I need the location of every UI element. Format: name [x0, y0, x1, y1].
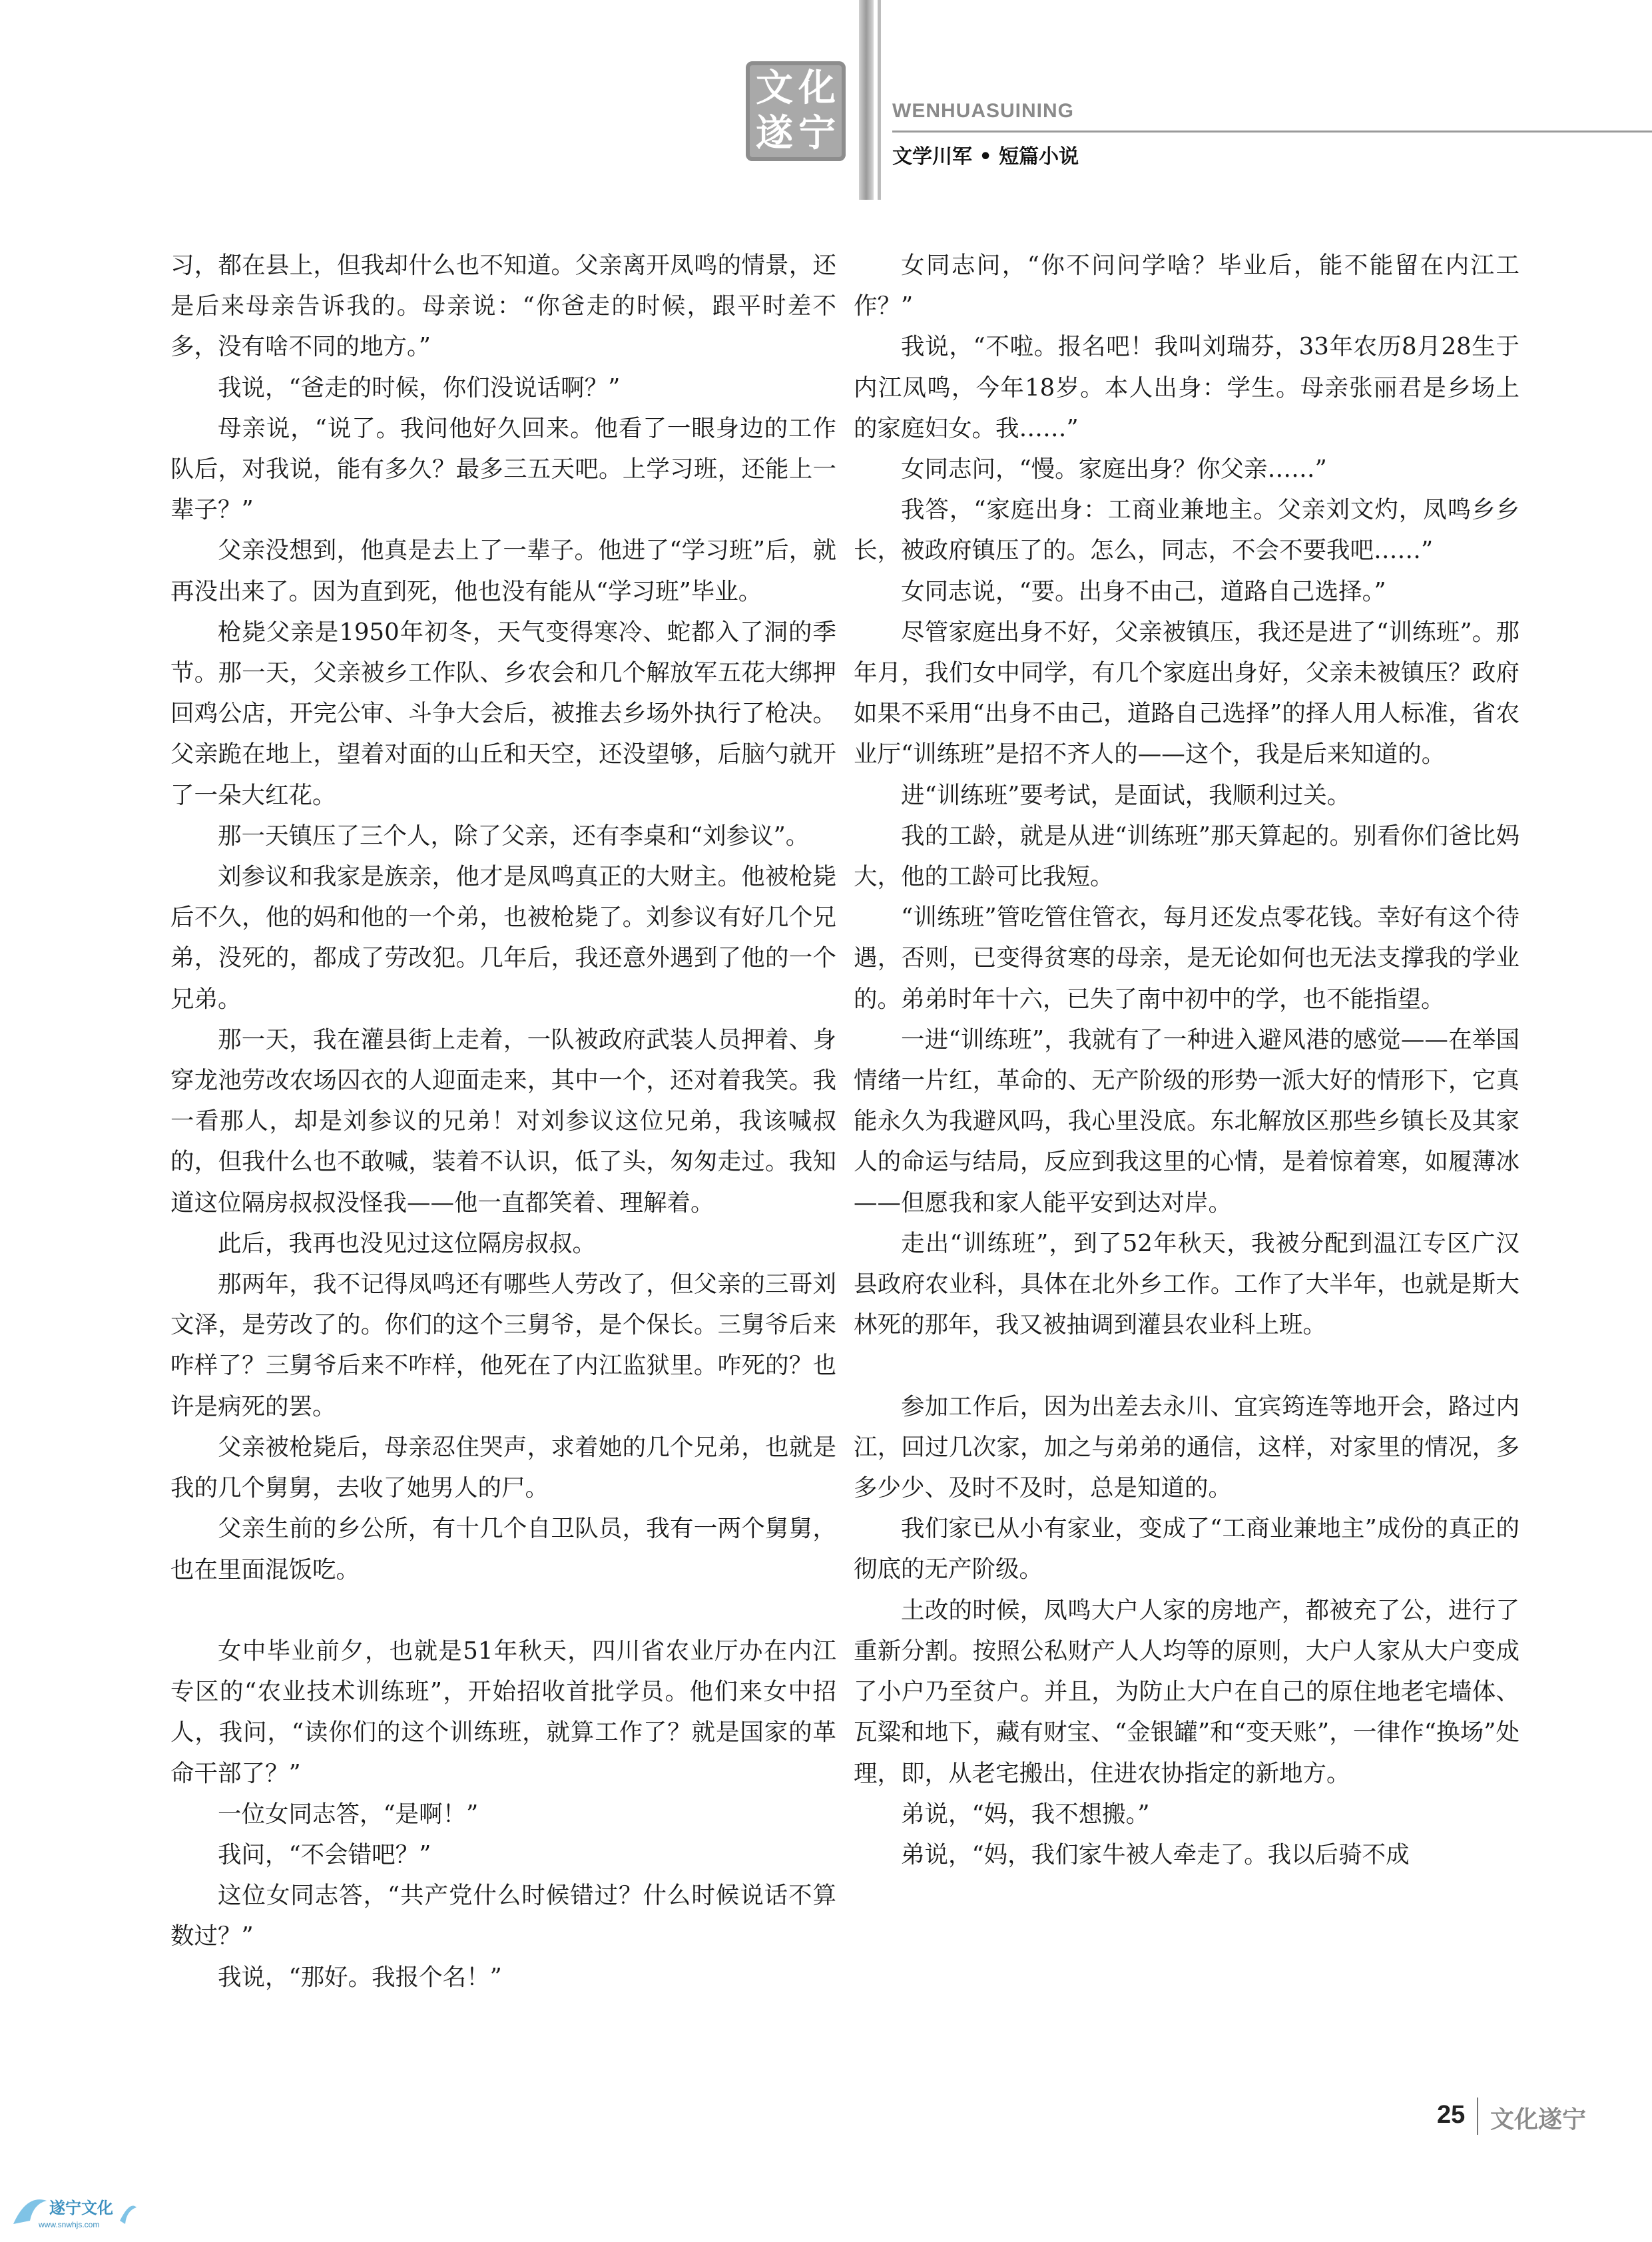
- paragraph: 我的工龄，就是从进“训练班”那天算起的。别看你们爸比妈大，他的工龄可比我短。: [854, 822, 1519, 891]
- paragraph: 习，都在县上，但我却什么也不知道。父亲离开凤鸣的情景，还是后来母亲告诉我的。母亲说：“你爸走的时候，跟平时差不多，没有啥不同的地方。”: [170, 252, 836, 361]
- section-title: 文学川军 • 短篇小说: [892, 145, 1079, 168]
- page-number: 25: [1437, 2101, 1466, 2129]
- paragraph: 进“训练班”要考试，是面试，我顺利过关。: [901, 781, 1351, 809]
- watermark-text: 遂宁文化: [49, 2199, 113, 2217]
- paragraph: 父亲生前的乡公所，有十几个自卫队员，我有一两个舅舅，也在里面混饭吃。: [170, 1515, 836, 1583]
- paragraph: 我说，“不啦。报名吧！我叫刘瑞芬，33年农历8月28生于内江凤鸣，今年18岁。本人出身：学生。母亲张丽君是乡场上的家庭妇女。我……”: [854, 333, 1519, 442]
- paragraph: 女中毕业前夕，也就是51年秋天，四川省农业厅办在内江专区的“农业技术训练班”，开始招收首批学员。他们来女中招人，我问，“读你们的这个训练班，就算工作了？就是国家的革命干部了？”: [170, 1637, 836, 1787]
- paragraph: 这位女同志答，“共产党什么时候错过？什么时候说话不算数过？”: [170, 1882, 836, 1950]
- paragraph: 我们家已从小有家业，变成了“工商业兼地主”成份的真正的彻底的无产阶级。: [854, 1515, 1519, 1583]
- paragraph: 一位女同志答，“是啊！”: [218, 1800, 479, 1828]
- paragraph: 母亲说，“说了。我问他好久回来。他看了一眼身边的工作队后，对我说，能有多久？最多三五天吧。上学习班，还能上一辈子？”: [170, 414, 836, 524]
- paragraph: 我说，“爸走的时候，你们没说话啊？”: [218, 374, 621, 402]
- paragraph: “训练班”管吃管住管衣，每月还发点零花钱。幸好有这个待遇，否则，已变得贫寒的母亲，是无论如何也无法支撑我的学业的。弟弟时年十六，已失了南中初中的学，也不能指望。: [854, 904, 1519, 1013]
- paragraph: 参加工作后，因为出差去永川、宜宾筠连等地开会，路过内江，回过几次家，加之与弟弟的通信，这样，对家里的情况，多多少少、及时不及时，总是知道的。: [854, 1392, 1519, 1502]
- paragraph: 女同志问，“慢。家庭出身？你父亲……”: [901, 455, 1327, 483]
- header-decor-stripe-thin: [878, 0, 881, 200]
- paragraph: 土改的时候，凤鸣大户人家的房地产，都被充了公，进行了重新分割。按照公私财产人人均等的原则，大户人家从大户变成了小户乃至贫户。并且，为防止大户在自己的原住地老宅墙体、瓦粱和地下，藏有财宝、“金银罐”和“变天账”，一律作“换场”处理，即，从老宅搬出，住进农协指定的新地方。: [854, 1596, 1519, 1787]
- section-break: [170, 1590, 836, 1631]
- right-column: [854, 245, 1519, 1875]
- paragraph: 那两年，我不记得凤鸣还有哪些人劳改了，但父亲的三哥刘文泽，是劳改了的。你们的这个三舅爷，是个保长。三舅爷后来咋样了？三舅爷后来不咋样，他死在了内江监狱里。咋死的？也许是病死的罢。: [170, 1270, 836, 1420]
- paragraph: 女同志问，“你不问问学啥？毕业后，能不能留在内江工作？”: [854, 252, 1519, 320]
- brand-english-name: WENHUASUINING: [892, 100, 1074, 122]
- paragraph: 我说，“那好。我报个名！”: [218, 1963, 502, 1991]
- logo-char: 遂: [756, 112, 793, 155]
- paragraph: 父亲没想到，他真是去上了一辈子。他进了“学习班”后，就再没出来了。因为直到死，他也没有能从“学习班”毕业。: [170, 537, 836, 605]
- logo-char: 宁: [798, 112, 836, 155]
- watermark-url: www.snwhjs.com: [39, 2220, 100, 2229]
- header-decor-stripe: [859, 0, 874, 200]
- paragraph: 枪毙父亲是1950年初冬，天气变得寒冷、蛇都入了洞的季节。那一天，父亲被乡工作队、乡农会和几个解放军五花大绑押回鸡公店，开完公审、斗争大会后，被推去乡场外执行了枪决。父亲跪在地上，望着对面的山丘和天空，还没望够，后脑勺就开了一朵大红花。: [170, 618, 836, 809]
- paragraph: 尽管家庭出身不好，父亲被镇压，我还是进了“训练班”。那年月，我们女中同学，有几个家庭出身好，父亲未被镇压？政府如果不采用“出身不由己，道路自己选择”的择人用人标准，省农业厅“训练班”是招不齐人的——这个，我是后来知道的。: [854, 618, 1519, 768]
- paragraph: 此后，我再也没见过这位隔房叔叔。: [218, 1229, 597, 1257]
- paragraph: 一进“训练班”，我就有了一种进入避风港的感觉——在举国情绪一片红，革命的、无产阶级的形势一派大好的情形下，它真能永久为我避风吗，我心里没底。东北解放区那些乡镇长及其家人的命运与结局，反应到我这里的心情，是着惊着寒，如履薄冰——但愿我和家人能平安到达对岸。: [854, 1025, 1519, 1217]
- paragraph: 走出“训练班”，到了52年秋天，我被分配到温江专区广汉县政府农业科，具体在北外乡工作。工作了大半年，也就是斯大林死的那年，我又被抽调到灌县农业科上班。: [854, 1229, 1519, 1339]
- logo-char: 化: [798, 67, 836, 110]
- paragraph: 女同志说，“要。出身不由己，道路自己选择。”: [901, 577, 1386, 605]
- paragraph: 刘参议和我家是族亲，他才是凤鸣真正的大财主。他被枪毙后不久，他的妈和他的一个弟，也被枪毙了。刘参议有好几个兄弟，没死的，都成了劳改犯。几年后，我还意外遇到了他的一个兄弟。: [170, 863, 836, 1013]
- header-rule: [892, 131, 1652, 133]
- magazine-logo: [746, 61, 846, 161]
- footer-separator: [1477, 2098, 1478, 2135]
- paragraph: 我问，“不会错吧？”: [218, 1840, 431, 1868]
- paragraph: 我答，“家庭出身：工商业兼地主。父亲刘文灼，凤鸣乡乡长，被政府镇压了的。怎么，同志，不会不要我吧……”: [854, 496, 1519, 565]
- footer-brand: 文化遂宁: [1490, 2106, 1587, 2133]
- paragraph: 弟说，“妈，我们家牛被人牵走了。我以后骑不成: [901, 1840, 1410, 1868]
- paragraph: 弟说，“妈，我不想搬。”: [901, 1800, 1150, 1828]
- section-break: [854, 1345, 1519, 1386]
- paragraph: 父亲被枪毙后，母亲忍住哭声，求着她的几个兄弟，也就是我的几个舅舅，去收了她男人的尸。: [170, 1433, 836, 1502]
- left-column: [170, 245, 836, 1998]
- paragraph: 那一天镇压了三个人，除了父亲，还有李桌和“刘参议”。: [218, 822, 810, 850]
- paragraph: 那一天，我在灌县街上走着，一队被政府武装人员押着、身穿龙池劳改农场囚衣的人迎面走来，其中一个，还对着我笑。我一看那人，却是刘参议的兄弟！对刘参议这位兄弟，我该喊叔的，但我什么也不敢喊，装着不认识，低了头，匆匆走过。我知道这位隔房叔叔没怪我——他一直都笑着、理解着。: [170, 1025, 836, 1217]
- logo-char: 文: [756, 67, 793, 110]
